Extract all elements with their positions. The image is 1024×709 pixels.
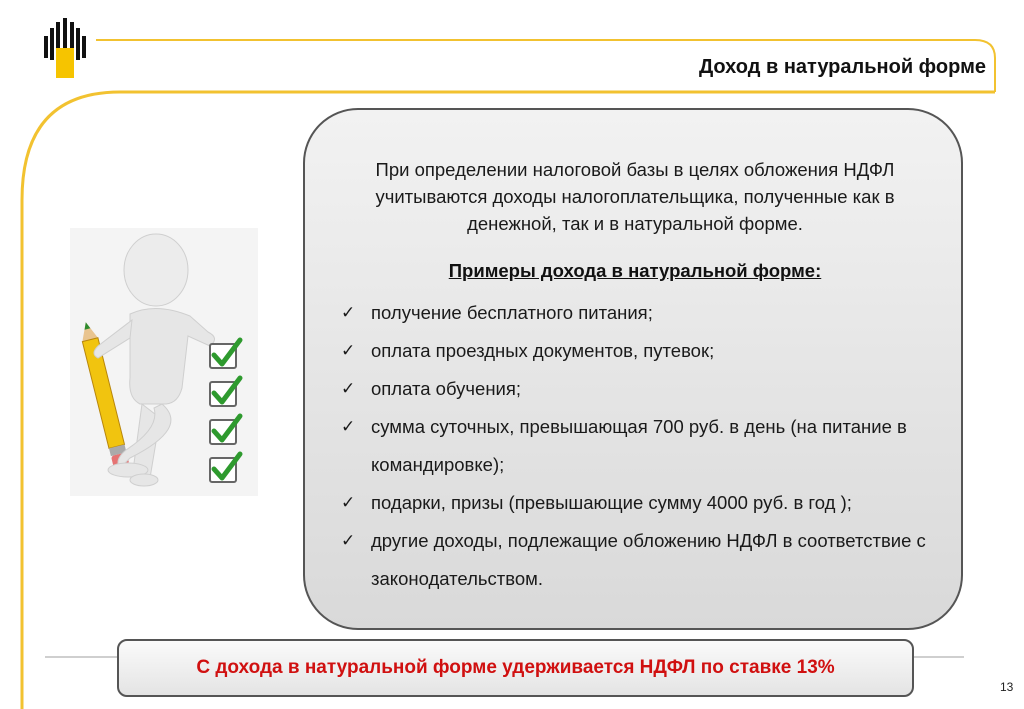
slide-title: Доход в натуральной форме: [698, 56, 986, 78]
check-icon: ✓: [341, 341, 356, 360]
company-logo: [40, 18, 90, 80]
list-item-text: получение бесплатного питания;: [371, 302, 653, 323]
intro-text: При определении налоговой базы в целях обложения НДФЛ учитываются доходы налогоплательщика, полученные как в денежной, так и в натуральной форме.: [375, 159, 895, 234]
list-item: [341, 408, 941, 484]
list-item-text: оплата проездных документов, путевок;: [371, 340, 715, 361]
info-box: [303, 108, 963, 630]
list-item: [341, 332, 941, 370]
list-item: [341, 522, 941, 598]
list-item-text: оплата обучения;: [371, 378, 522, 399]
note-text: С дохода в натуральной форме удерживается НДФЛ по ставке 13%: [196, 657, 835, 678]
list-item: [341, 294, 941, 332]
check-icon: ✓: [341, 531, 356, 550]
list-item-text: другие доходы, подлежащие обложению НДФЛ в соответствие с законодательством.: [371, 530, 926, 589]
examples-list: [341, 294, 941, 598]
check-icon: ✓: [341, 379, 356, 398]
examples-heading: Примеры дохода в натуральной форме:: [448, 260, 822, 281]
list-item: [341, 484, 941, 522]
list-item-text: сумма суточных, превышающая 700 руб. в день (на питание в командировке);: [371, 416, 907, 475]
check-icon: ✓: [341, 493, 356, 512]
list-item-text: подарки, призы (превышающие сумму 4000 руб. в год );: [371, 492, 852, 513]
figure-illustration: [70, 228, 258, 496]
page-number: 13: [1000, 680, 1014, 694]
note-box: [117, 639, 914, 697]
check-icon: ✓: [341, 417, 356, 436]
check-icon: ✓: [341, 303, 356, 322]
list-item: [341, 370, 941, 408]
